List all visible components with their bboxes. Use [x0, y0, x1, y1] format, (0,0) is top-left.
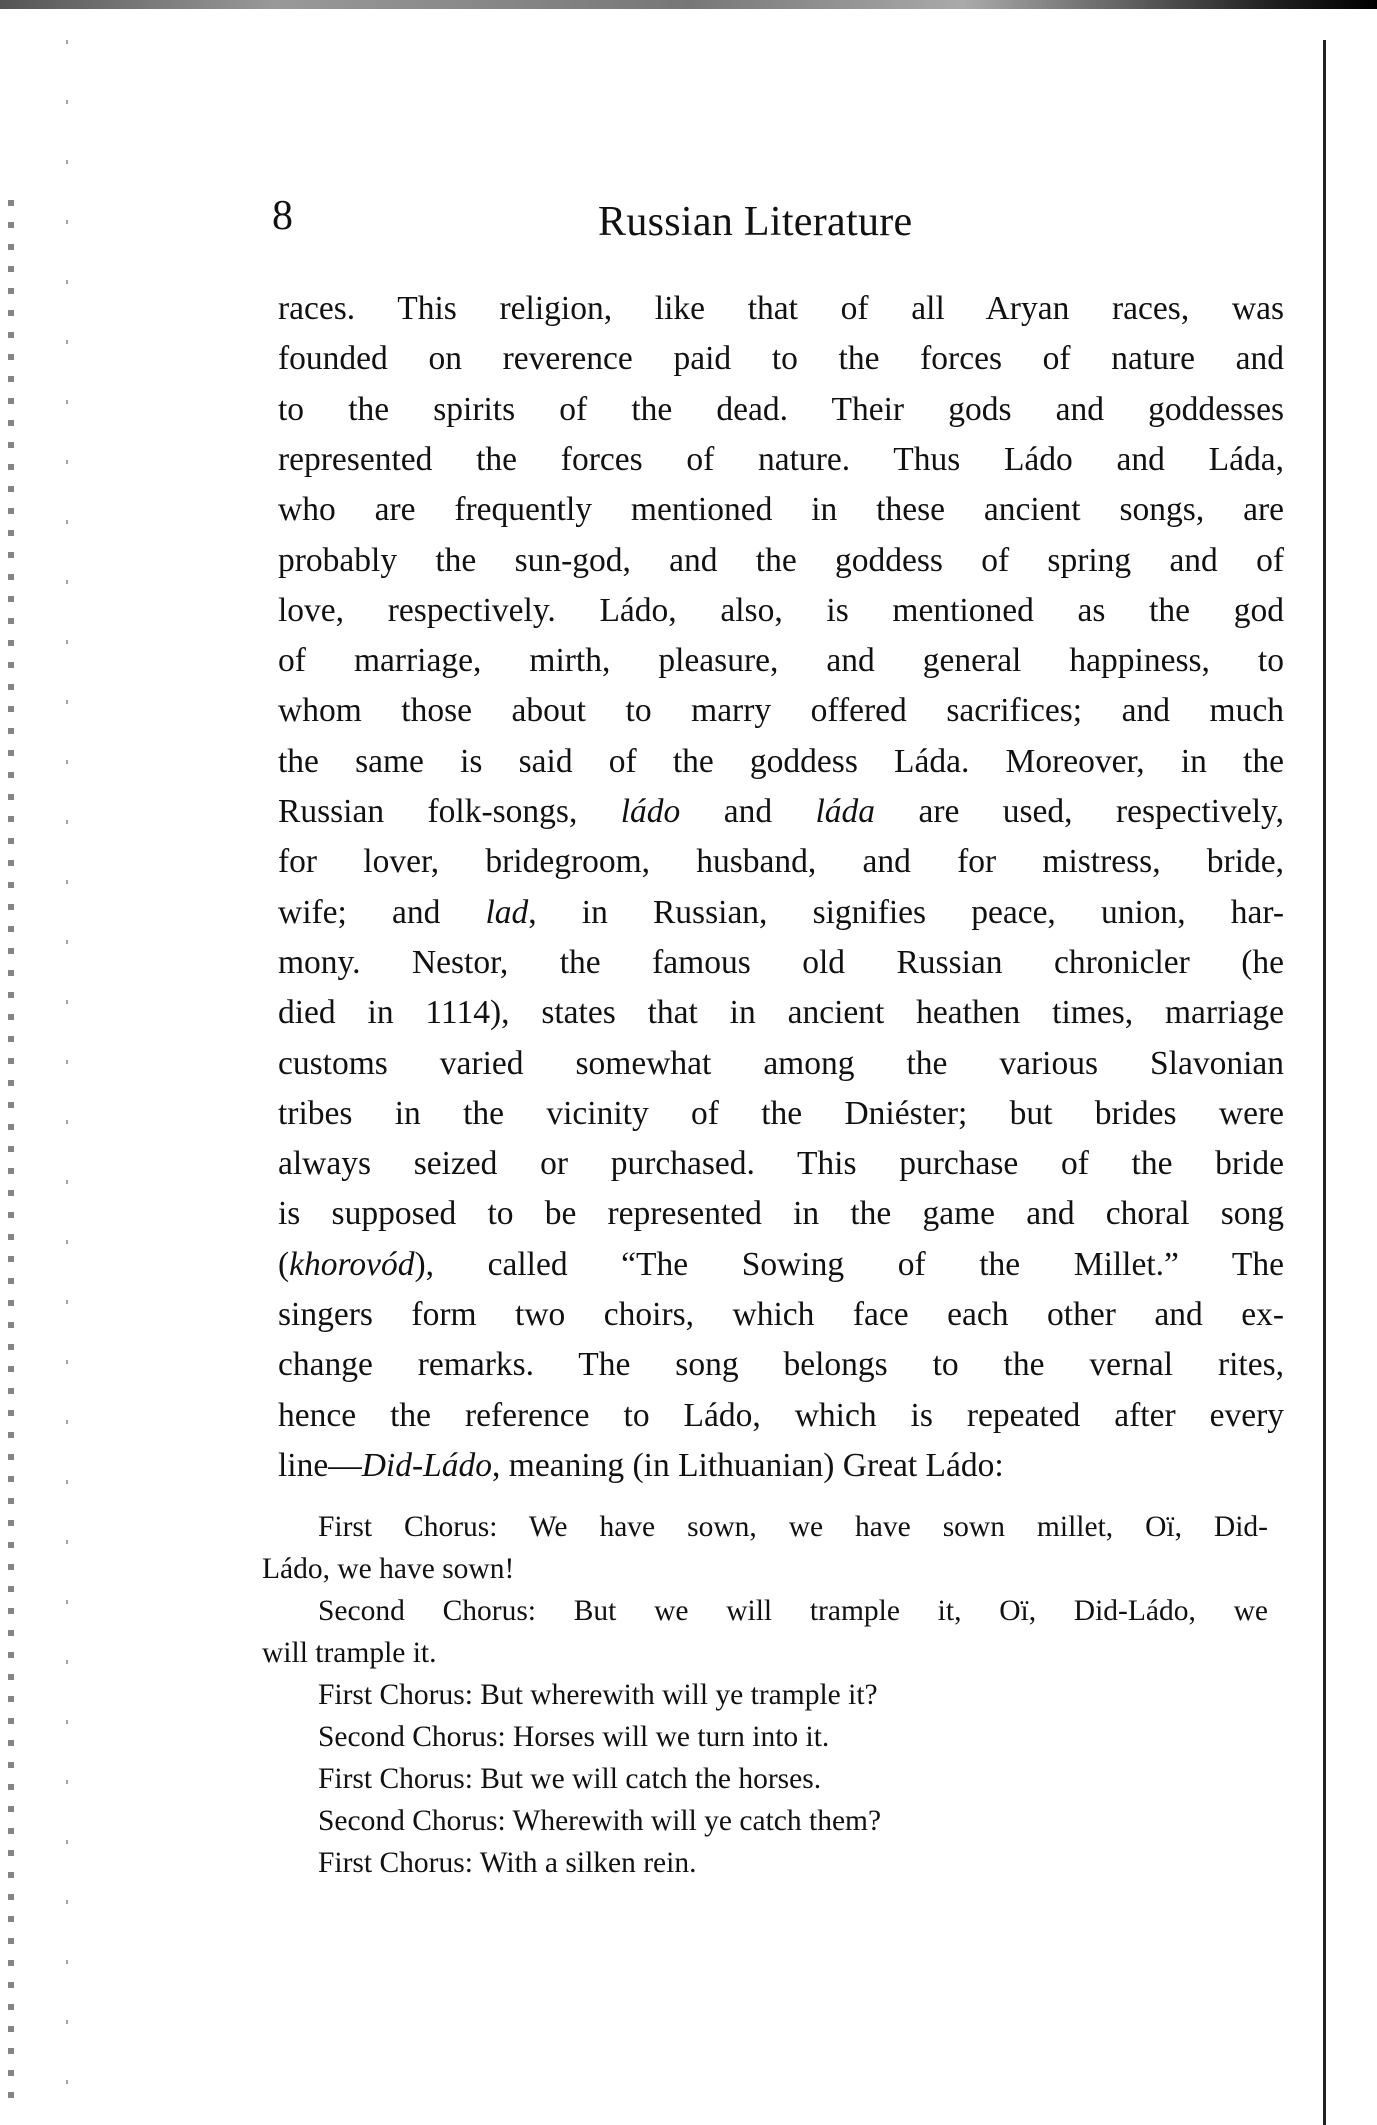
text-segment: (: [278, 1245, 290, 1283]
verse-line: Second Chorus: Wherewith will ye catch them?: [318, 1805, 882, 1837]
verse-line: First Chorus: But wherewith will ye trample it?: [318, 1679, 878, 1711]
verse-line: Second Chorus: Horses will we turn into it.: [318, 1721, 830, 1753]
text-segment: represented the forces of nature. Thus Ládo and Láda,: [278, 440, 1284, 478]
scan-left-margin-marks: [66, 40, 68, 2120]
text-line: [278, 1194, 1284, 1234]
text-segment: is supposed to be represented in the game and choral song: [278, 1195, 1284, 1233]
text-line: [278, 289, 1284, 329]
text-line: [278, 490, 1284, 530]
text-segment: died in 1114), states that in ancient heathen times, marriage: [278, 994, 1284, 1032]
text-segment: the same is said of the goddess Láda. Moreover, in the: [278, 742, 1284, 780]
text-line: [278, 943, 1284, 983]
text-line: [278, 591, 1284, 631]
text-segment: always seized or purchased. This purchase of the bride: [278, 1145, 1284, 1183]
text-segment: tribes in the vicinity of the Dniéster; but brides were: [278, 1094, 1284, 1132]
text-segment: wife; and: [278, 893, 486, 931]
text-segment: to the spirits of the dead. Their gods and goddesses: [278, 390, 1284, 428]
text-line: [278, 390, 1284, 430]
text-line: [278, 440, 1284, 480]
text-line: [278, 1245, 1284, 1285]
text-line: [278, 691, 1284, 731]
text-line: [278, 792, 1284, 832]
text-line: [278, 893, 1284, 933]
italic-term: láda: [815, 793, 876, 830]
verse-line: First Chorus: But we will catch the horses.: [318, 1763, 822, 1795]
verse-line: First Chorus: With a silken rein.: [318, 1847, 697, 1879]
text-segment: Russian folk-songs,: [278, 793, 621, 830]
text-line: [278, 1144, 1284, 1184]
text-line: [278, 1295, 1284, 1335]
text-segment: change remarks. The song belongs to the vernal rites,: [278, 1346, 1284, 1384]
text-line: [278, 1446, 1004, 1486]
text-segment: , meaning (in Lithuanian) Great Ládo:: [492, 1446, 1004, 1484]
text-segment: founded on reverence paid to the forces of nature and: [278, 340, 1284, 378]
text-segment: , in Russian, signifies peace, union, har-: [528, 893, 1285, 931]
text-segment: of marriage, mirth, pleasure, and general happiness, to: [278, 642, 1284, 680]
text-line: [278, 742, 1284, 782]
text-segment: races. This religion, like that of all Aryan races, was: [278, 290, 1284, 327]
text-line: [278, 339, 1284, 379]
italic-term: ládo: [620, 793, 681, 830]
page-number: 8: [272, 193, 293, 239]
scan-left-binding-marks: [8, 200, 14, 2100]
italic-term: khorovód: [289, 1245, 415, 1283]
text-line: [278, 842, 1284, 882]
text-line: [278, 541, 1284, 581]
text-segment: mony. Nestor, the famous old Russian chronicler (he: [278, 943, 1284, 981]
verse-line: Ládo, we have sown!: [262, 1553, 515, 1585]
text-segment: line—: [278, 1446, 362, 1484]
text-segment: and: [680, 793, 816, 830]
scan-top-edge: [0, 0, 1377, 9]
text-line: [278, 641, 1284, 681]
text-segment: are used, respectively,: [875, 793, 1284, 830]
running-title: Russian Literature: [598, 199, 913, 245]
italic-term: Did-Ládo: [361, 1446, 493, 1484]
text-segment: for lover, bridegroom, husband, and for mistress, bride,: [278, 843, 1284, 881]
text-line: [278, 993, 1284, 1033]
verse-line: Second Chorus: But we will trample it, Oï, Did-Ládo, we: [318, 1595, 1268, 1627]
verse-line: will trample it.: [262, 1637, 437, 1669]
text-line: [278, 1396, 1284, 1436]
verse-line: First Chorus: We have sown, we have sown millet, Oï, Did-: [318, 1511, 1268, 1543]
text-segment: probably the sun-god, and the goddess of spring and of: [278, 541, 1284, 579]
text-segment: singers form two choirs, which face each other and ex-: [278, 1296, 1284, 1333]
text-line: [278, 1044, 1284, 1084]
text-segment: ), called “The Sowing of the Millet.” The: [414, 1245, 1284, 1283]
text-segment: hence the reference to Ládo, which is repeated after every: [278, 1396, 1284, 1434]
text-segment: customs varied somewhat among the various Slavonian: [278, 1044, 1284, 1082]
text-line: [278, 1094, 1284, 1134]
text-segment: love, respectively. Ládo, also, is mentioned as the god: [278, 591, 1284, 629]
text-line: [278, 1345, 1284, 1385]
text-segment: whom those about to marry offered sacrifices; and much: [278, 692, 1284, 730]
italic-term: lad: [485, 893, 529, 931]
text-segment: who are frequently mentioned in these ancient songs, are: [278, 491, 1284, 529]
scan-right-edge: [1323, 40, 1326, 2125]
